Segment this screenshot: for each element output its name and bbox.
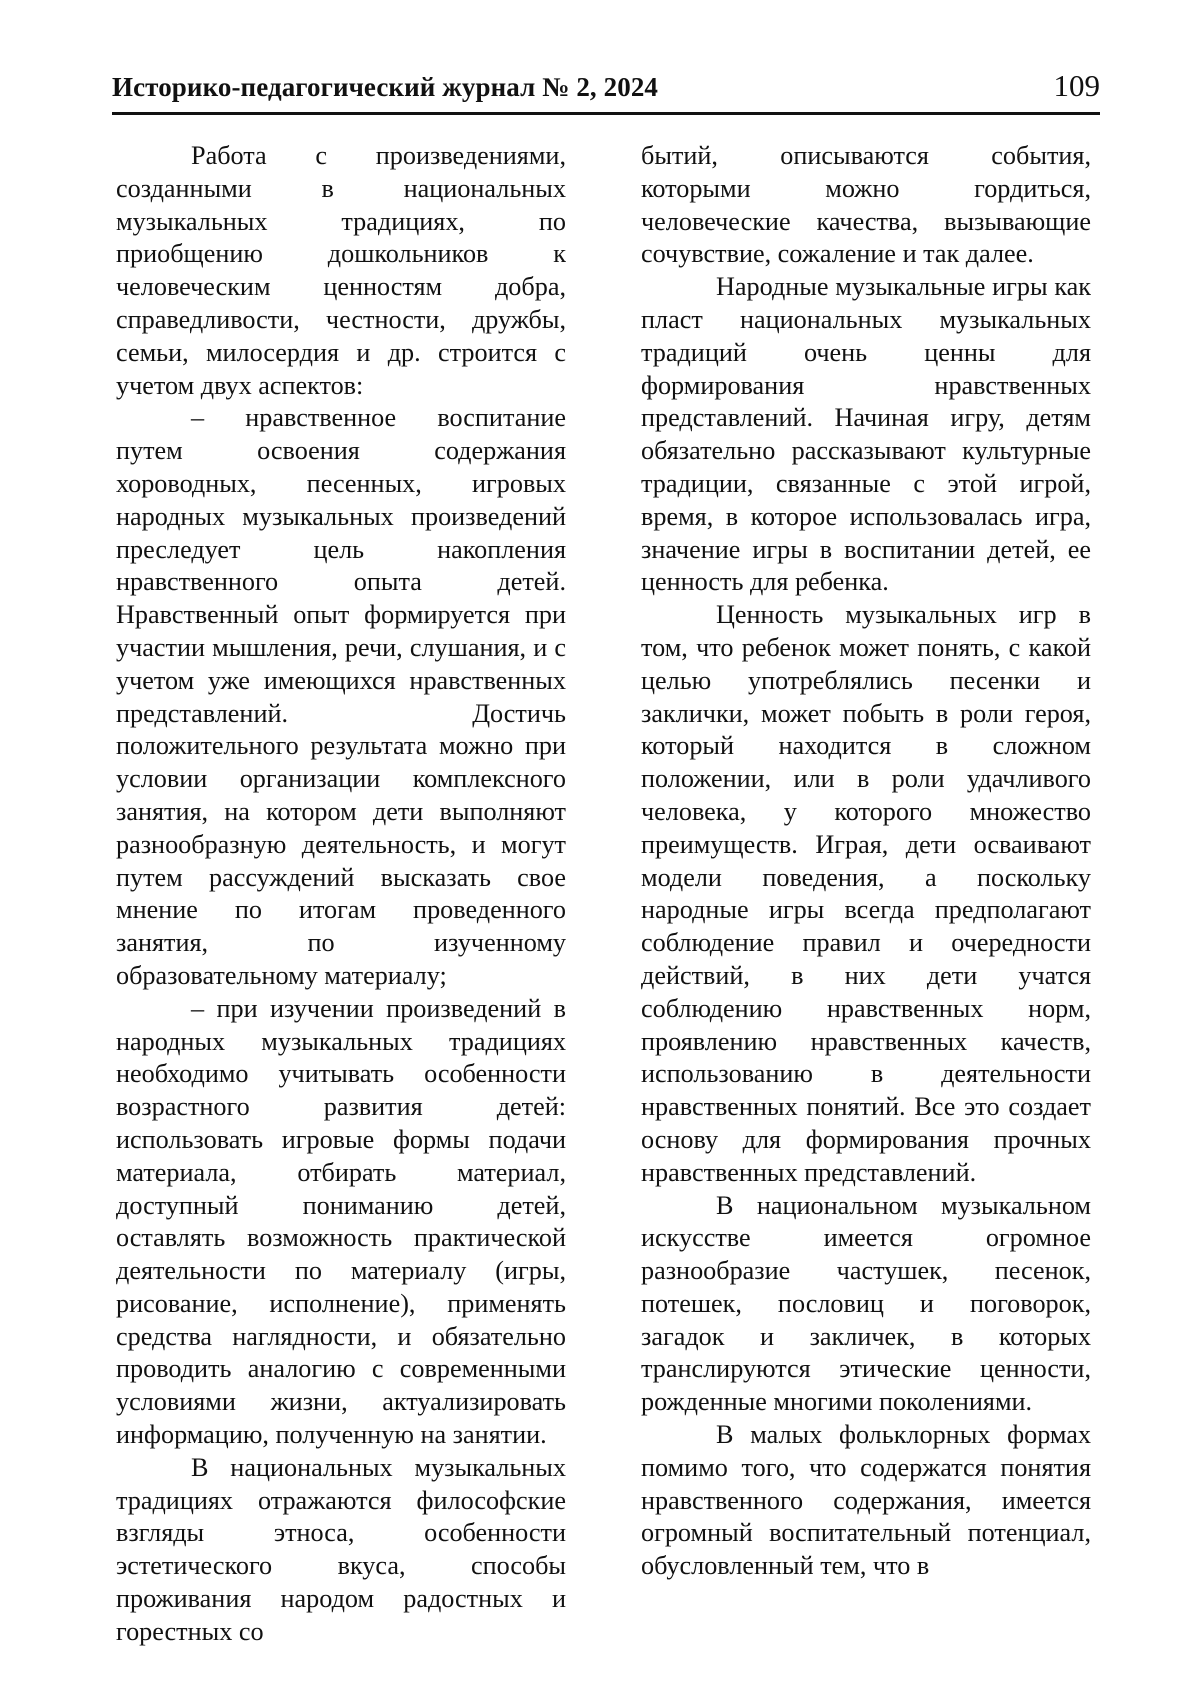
paragraph: Работа с произведениями, созданными в национальных музыкальных традициях, по приобщению дошкольников к человеческим ценностям добра, справедливости, честности, дружбы, семьи, милосердия и др. строится с учетом двух аспектов: [116,141,566,400]
journal-title: Историко-педагогический журнал № 2, 2024 [112,72,659,102]
paragraph-continued: бытий, описываются события, которыми можно гордиться, человеческие качества, вызывающие сочувствие, сожаление и так далее. [641,141,1091,269]
left-column [116,140,566,1649]
paragraph: – при изучении произведений в народных музыкальных традициях необходимо учитывать особенности возрастного развития детей: использовать игровые формы подачи материала, отбирать материал, доступный пониманию детей, оставлять возможность практической деятельности по материалу (игры, рисование, исполнение), применять средства наглядности, и обязательно проводить аналогию с современными условиями жизни, актуализировать информацию, полученную на занятии. [116,993,566,1450]
running-header [112,62,1100,115]
paragraph: Народные музыкальные игры как пласт национальных музыкальных традиций очень ценны для формирования нравственных представлений. Начиная игру, детям обязательно рассказывают культурные традиции, связанные с этой игрой, время, в которое использовалась игра, значение игры в воспитании детей, ее ценность для ребенка. [641,272,1091,597]
paragraph: В малых фольклорных формах помимо того, что содержатся понятия нравственного содержания, имеется огромный воспитательный потенциал, обусловленный тем, что в [641,1420,1091,1581]
paragraph: Ценность музыкальных игр в том, что ребенок может понять, с какой целью употреблялись песенки и заклички, может побыть в роли героя, который находится в сложном положении, или в роли удачливого человека, у которого множество преимуществ. Играя, дети осваивают модели поведения, а поскольку народные игры всегда предполагают соблюдение правил и очередности действий, в них дети учатся соблюдению нравственных норм, проявлению нравственных качеств, использованию в деятельности нравственных понятий. Все это создает основу для формирования прочных нравственных представлений. [641,600,1091,1187]
paragraph: В национальных музыкальных традициях отражаются философские взгляды этноса, особенности эстетического вкуса, способы проживания народом радостных и горестных со [116,1452,566,1646]
paragraph: – нравственное воспитание путем освоения содержания хороводных, песенных, игровых народных музыкальных произведений преследует цель накопления нравственного опыта детей. Нравственный опыт формируется при участии мышления, речи, слушания, и с учетом уже имеющихся нравственных представлений. Достичь положительного результата можно при условии организации комплексного занятия, на котором дети выполняют разнообразную деятельность, и могут путем рассуждений высказать свое мнение по итогам проведенного занятия, по изученному образовательному материалу; [116,403,566,990]
right-column [641,140,1091,1583]
page-number: 109 [1053,68,1100,103]
paragraph: В национальном музыкальном искусстве имеется огромное разнообразие частушек, песенок, потешек, пословиц и поговорок, загадок и закличек, в которых транслируются этические ценности, рожденные многими поколениями. [641,1190,1091,1417]
